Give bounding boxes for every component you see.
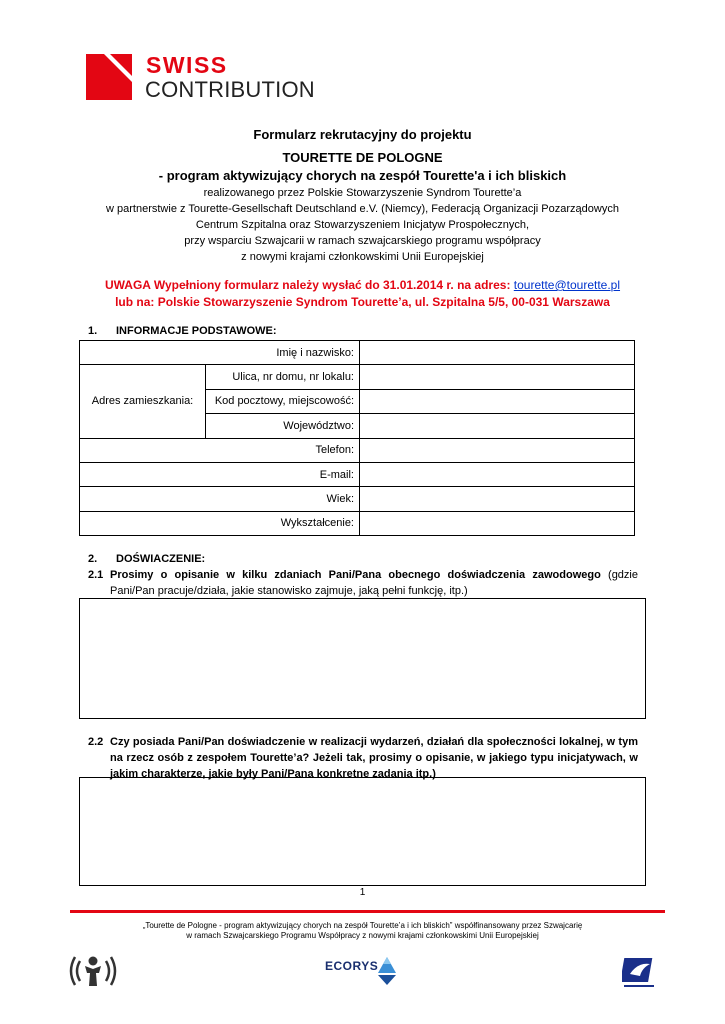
question-2-1 [88, 567, 638, 599]
footer-line: „Tourette de Pologne - program aktywizujący chorych na zespół Tourette’a i ich bliskich” współfinansowany przez Szwajcarię [142, 921, 583, 930]
footer-line: w ramach Szwajcarskiego Programu Współpracy z nowymi krajami członkowskimi Unii Europejskiej [186, 931, 539, 940]
age-field[interactable] [360, 487, 635, 511]
logo-swiss-text: SWISS [146, 52, 228, 78]
notice-text: UWAGA Wypełniony formularz należy wysłać do 31.01.2014 r. na adres: [104, 278, 514, 292]
question-2-2 [88, 734, 638, 782]
footer-note [0, 921, 725, 941]
education-label: Wykształcenie: [80, 511, 360, 535]
description-line: w partnerstwie z Tourette-Gesellschaft Deutschland e.V. (Niemcy), Federacją Organizacji Pozarządowych [106, 203, 619, 215]
email-label: E-mail: [80, 462, 360, 486]
answer-2-2-textarea[interactable] [79, 777, 646, 886]
name-label: Imię i nazwisko: [80, 341, 360, 365]
section-2-heading [88, 553, 205, 565]
email-link[interactable]: tourette@tourette.pl [513, 278, 621, 292]
project-subtitle: - program aktywizujący chorych na zespół Tourette'a i ich bliskich [158, 168, 567, 183]
phone-label: Telefon: [80, 438, 360, 462]
section-number: 1. [88, 325, 98, 337]
footer-divider [70, 910, 665, 913]
federation-bird-logo [622, 954, 656, 992]
street-label: Ulica, nr domu, nr lokalu: [206, 365, 360, 389]
question-hint-text: (gdzie Pani/Pan pracuje/działa, jakie stanowisko zajmuje, jaką pełni funkcję, itp.) [110, 569, 638, 597]
page-number: 1 [359, 887, 366, 898]
age-label: Wiek: [80, 487, 360, 511]
postal-address-notice: lub na: Polskie Stowarzyszenie Syndrom Tourette’a, ul. Szpitalna 5/5, 00-031 Warszawa [115, 295, 610, 309]
description-line: z nowymi krajami członkowskimi Unii Europejskiej [241, 251, 484, 263]
section-title: INFORMACJE PODSTAWOWE: [116, 325, 277, 337]
address-label: Adres zamieszkania: [80, 365, 206, 438]
description-line: realizowanego przez Polskie Stowarzyszenie Syndrom Tourette’a [203, 187, 522, 199]
name-field[interactable] [360, 341, 635, 365]
project-description [0, 185, 725, 265]
phone-field[interactable] [360, 438, 635, 462]
postal-label: Kod pocztowy, miejscowość: [206, 389, 360, 413]
logo-contribution-text: CONTRIBUTION [145, 77, 315, 102]
voivodeship-field[interactable] [360, 414, 635, 438]
question-number: 2.1 [88, 569, 104, 581]
question-bold-text: Prosimy o opisanie w kilku zdaniach Pani/Pana obecnego doświadczenia zawodowego [110, 569, 601, 581]
question-text: Czy posiada Pani/Pan doświadczenie w realizacji wydarzeń, działań dla społeczności lokalnej, w tym na rzecz osób z zespołem Tourette’a? Jeżeli tak, prosimy o opisanie, w jakiego typu inicjatywach, w jakim charakterze, jakie były Pani/Pana konkretne zadania itp.) [110, 736, 638, 780]
basic-info-table [79, 340, 635, 536]
section-number: 2. [88, 553, 98, 565]
section-1-heading [88, 325, 277, 337]
swiss-cross-icon [86, 54, 132, 100]
ecorys-logo [325, 955, 400, 995]
question-number: 2.2 [88, 736, 104, 748]
answer-2-1-textarea[interactable] [79, 598, 646, 719]
email-field[interactable] [360, 462, 635, 486]
ecorys-text: ECORYS [325, 959, 379, 973]
ecorys-mountain-icon [377, 955, 397, 987]
submission-notice [0, 278, 725, 292]
project-name: TOURETTE DE POLOGNE [282, 150, 443, 165]
education-field[interactable] [360, 511, 635, 535]
voivodeship-label: Województwo: [206, 414, 360, 438]
tourette-association-logo [66, 951, 120, 991]
postal-field[interactable] [360, 389, 635, 413]
description-line: Centrum Szpitalna oraz Stowarzyszeniem Inicjatyw Prospołecznych, [195, 219, 530, 231]
form-title: Formularz rekrutacyjny do projektu [253, 127, 472, 142]
swiss-contribution-logo [86, 54, 336, 106]
question-text [110, 567, 638, 599]
street-field[interactable] [360, 365, 635, 389]
description-line: przy wsparciu Szwajcarii w ramach szwajcarskiego programu współpracy [184, 235, 541, 247]
section-title: DOŚWIACZENIE: [116, 553, 206, 565]
